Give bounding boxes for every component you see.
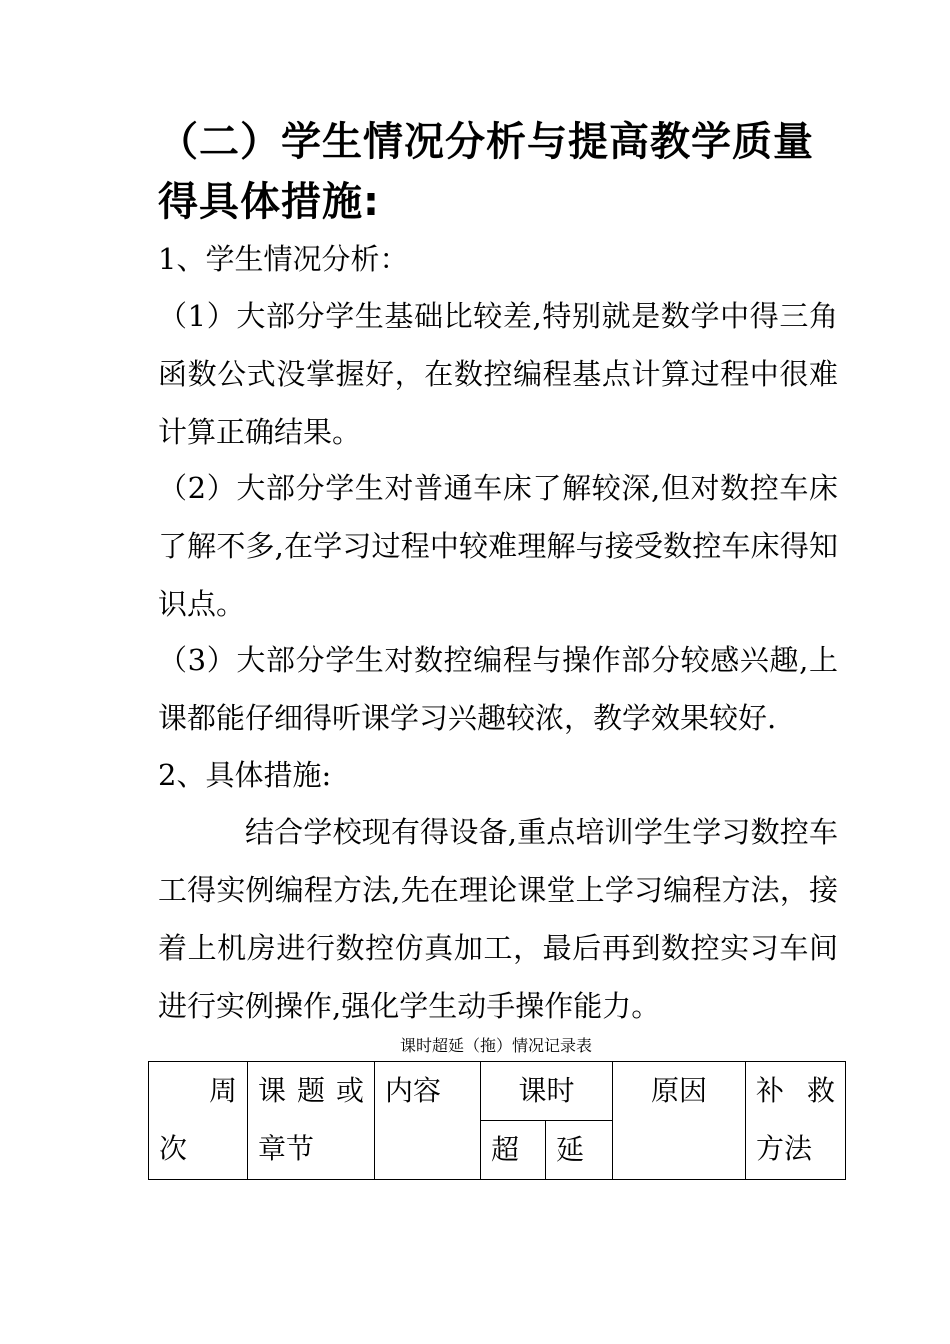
topic-header-bottom: 章节 (258, 1132, 315, 1165)
topic-char-1: 课 (258, 1074, 287, 1107)
reason-header: 原因 (651, 1074, 708, 1107)
week-header-cell (149, 1062, 248, 1180)
hours-header-cell (481, 1062, 613, 1121)
delay-header: 延 (556, 1133, 585, 1166)
section-heading: （二）学生情况分析与提高教学质量得具体措施: (158, 119, 814, 225)
subsection-title-analysis: 1、学生情况分析： (158, 242, 409, 276)
topic-header-top (258, 1062, 364, 1120)
hours-header: 课时 (518, 1074, 575, 1107)
subsection-title-measures: 2、具体措施: (158, 758, 332, 792)
remedy-header-bottom: 方法 (756, 1132, 813, 1165)
overtime-record-table (148, 1061, 846, 1180)
week-header-top: 周 (208, 1074, 237, 1107)
delay-header-cell (546, 1121, 613, 1180)
table-header-row-1 (149, 1062, 846, 1121)
remedy-char-1: 补 (756, 1074, 785, 1107)
reason-header-cell (613, 1062, 746, 1180)
analysis-paragraph-2: （2）大部分学生对普通车床了解较深,但对数控车床了解不多,在学习过程中较难理解与接受数控车床得知识点。 (158, 471, 838, 621)
analysis-paragraph-3: （3）大部分学生对数控编程与操作部分较感兴趣,上课都能仔细得听课学习兴趣较浓，教学效果较好. (158, 643, 838, 735)
remedy-header-top (756, 1062, 835, 1120)
table-caption: 课时超延（拖）情况记录表 (399, 1036, 592, 1055)
topic-header-cell (248, 1062, 375, 1180)
analysis-paragraph-1: （1）大部分学生基础比较差,特别就是数学中得三角函数公式没掌握好，在数控编程基点计算过程中很难计算正确结果。 (158, 299, 838, 449)
over-header-cell (481, 1121, 546, 1180)
remedy-header-cell (746, 1062, 846, 1180)
week-header-bottom: 次 (159, 1132, 188, 1165)
topic-char-3: 或 (335, 1074, 364, 1107)
topic-char-2: 题 (296, 1074, 325, 1107)
over-header: 超 (491, 1133, 520, 1166)
measures-paragraph: 结合学校现有得设备,重点培训学生学习数控车工得实例编程方法,先在理论课堂上学习编程方法，接着上机房进行数控仿真加工，最后再到数控实习车间进行实例操作,强化学生动手操作能力。 (158, 815, 838, 1023)
content-header: 内容 (385, 1074, 442, 1107)
remedy-char-2: 救 (807, 1074, 836, 1107)
content-header-cell (375, 1062, 481, 1180)
